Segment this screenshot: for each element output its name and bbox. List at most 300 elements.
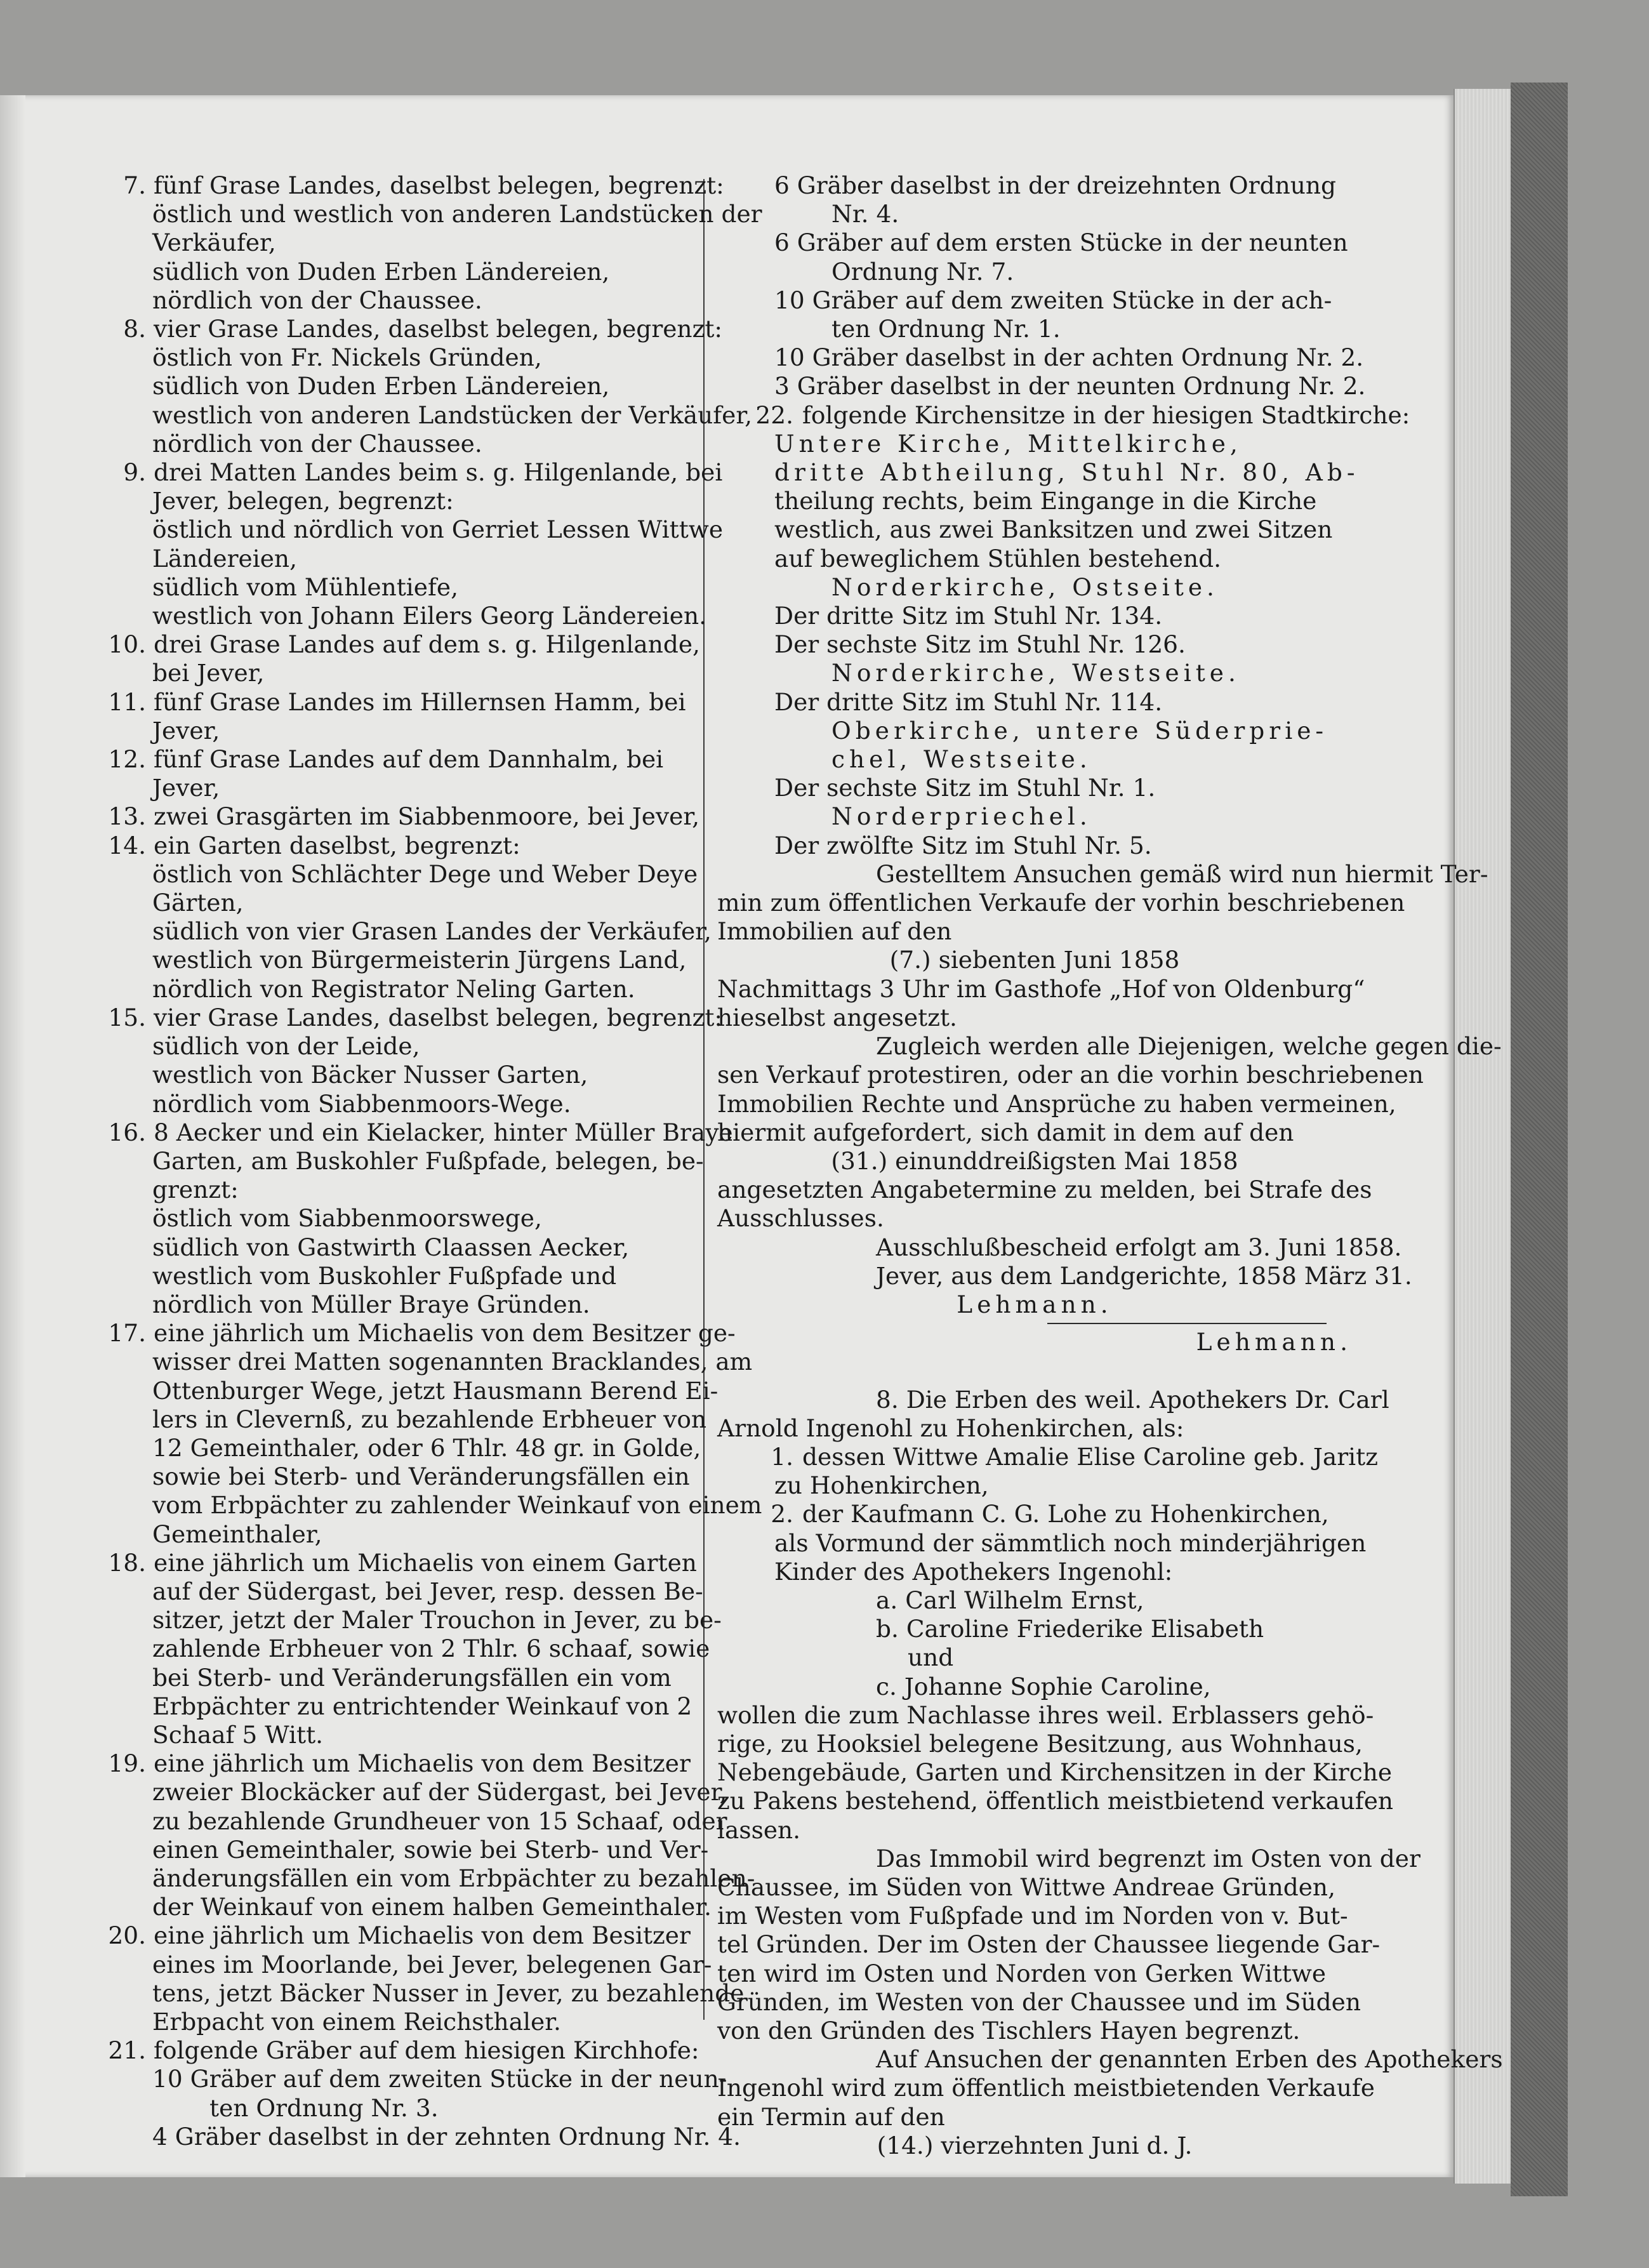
line-text: Das Immobil wird begrenzt im Osten von der [876,1844,1421,1873]
line-text: eine jährlich um Michaelis von dem Besitzer ge- [154,1319,736,1348]
line-text: von den Gründen des Tischlers Hayen begrenzt. [717,2017,1301,2045]
line-text: der Weinkauf von einem halben Gemeinthaler. [152,1893,712,1921]
line-text: vier Grase Landes, daselbst belegen, begrenzt: [154,1003,723,1031]
text-line [717,1004,1352,1032]
item-number: 18. [108,1548,146,1577]
text-line [95,2008,685,2036]
text-line [95,1979,745,2008]
text-line [717,1356,1352,1385]
text-line [95,343,685,372]
text-line [717,802,1352,831]
item-number: 16. [108,1118,146,1146]
item-number: 9. [123,458,146,487]
text-line [717,430,1352,458]
line-text [717,1356,725,1384]
line-text: Norderpriechel. [831,802,1092,831]
line-text: ten wird im Osten und Norden von Gerken Wittwe [717,1959,1327,1987]
line-text: grenzt: [152,1176,239,1204]
line-text: 10 Gräber auf dem zweiten Stücke in der ach- [774,286,1332,314]
line-text: hiermit aufgefordert, sich damit in dem auf den [717,1118,1294,1146]
line-text: folgende Gräber auf dem hiesigen Kirchhofe: [154,2036,699,2065]
text-line [95,688,685,717]
line-text: östlich und nördlich von Gerriet Lessen Wittwe [152,515,724,544]
line-text: Der sechste Sitz im Stuhl Nr. 1. [774,774,1156,802]
text-line [717,1673,1352,1701]
line-text: tel Gründen. Der im Osten der Chaussee liegende Gar- [717,1930,1381,1959]
text-line [95,859,698,889]
text-line [717,372,1366,401]
line-text: (31.) einunddreißigsten Mai 1858 [831,1146,1238,1175]
text-line [95,1606,722,1635]
line-text: rige, zu Hooksiel belegene Besitzung, aus Wohnhaus, [717,1729,1363,1758]
text-line [95,1262,685,1290]
item-number: 19. [108,1749,146,1778]
line-text: Erbpächter zu entrichtender Weinkauf von 2 [152,1692,692,1720]
book-cover-edge [1511,83,1568,2196]
line-text: sen Verkauf protestiren, oder an die vorhin beschriebenen [717,1061,1424,1089]
item-number: 15. [108,1003,146,1031]
text-line [95,1290,685,1319]
line-text: ten Ordnung Nr. 3. [209,2093,439,2122]
line-text: Norderkirche, Westseite. [831,659,1240,687]
text-line [717,229,1352,257]
line-text: angesetzten Angabetermine zu melden, bei Strafe des [717,1176,1372,1204]
line-text: eines im Moorlande, bei Jever, belegenen Gar- [152,1950,712,1979]
line-text: zwei Grasgärten im Siabbenmoore, bei Jever, [154,802,700,831]
item-number: 20. [108,1921,146,1950]
line-text: fünf Grase Landes auf dem Dannhalm, bei [154,745,664,774]
text-line [717,1930,1381,1959]
line-text: 4 Gräber daselbst in der zehnten Ordnung Nr. 4. [152,2122,741,2151]
text-line [717,1701,1374,1730]
text-line [95,889,685,917]
line-text: bei Sterb- und Veränderungsfällen ein vom [152,1663,672,1692]
text-line [95,1118,733,1147]
item-number: 13. [108,802,146,831]
item-number: 14. [108,831,146,859]
line-text: theilung rechts, beim Eingange in die Kirche [774,487,1317,515]
text-line [717,1471,1352,1500]
line-text: drei Matten Landes beim s. g. Hilgenlande, bei [154,458,723,487]
line-text: nördlich von der Chaussee. [152,286,482,314]
text-line [95,802,700,831]
text-line [95,946,685,974]
line-text: südlich vom Mühlentiefe, [152,573,458,601]
line-text: vier Grase Landes, daselbst belegen, begrenzt: [154,315,723,343]
text-line [717,774,1352,802]
text-line [95,774,685,802]
text-line [95,1061,685,1089]
line-text: Nr. 4. [831,200,899,229]
item-number: 21. [108,2036,146,2065]
text-line [717,1902,1352,1930]
line-text: fünf Grase Landes im Hillernsen Hamm, bei [154,687,686,716]
text-line [717,1290,1352,1319]
line-text: Gärten, [152,889,244,917]
line-text: lers in Clevernß, zu bezahlende Erbheuer von [152,1405,707,1433]
line-text: dritte Abtheilung, Stuhl Nr. 80, Ab- [774,458,1360,487]
text-line [717,1758,1393,1787]
item-number: 1. [771,1442,793,1471]
line-text: Der dritte Sitz im Stuhl Nr. 134. [774,602,1163,630]
line-text: wisser drei Matten sogenannten Bracklandes, am [152,1348,753,1376]
text-line [95,229,685,257]
text-line [717,458,1360,487]
text-line [95,1003,723,1032]
text-line [95,1577,703,1606]
line-text: westlich, aus zwei Banksitzen und zwei Sitzen [774,515,1333,544]
line-text: der Kaufmann C. G. Lohe zu Hohenkirchen, [802,1500,1329,1529]
line-text: a. Carl Wilhelm Ernst, [876,1586,1144,1614]
line-text: zu bezahlende Grundheuer von 15 Schaaf, oder [152,1807,727,1835]
text-line [717,487,1352,515]
text-line [95,545,685,573]
text-line [717,2017,1352,2045]
line-text: wollen die zum Nachlasse ihres weil. Erblassers gehö- [717,1701,1374,1729]
line-text: einen Gemeinthaler, sowie bei Sterb- und Ver- [152,1835,709,1864]
text-line [717,1089,1396,1118]
line-text: auf beweglichem Stühlen bestehend. [774,544,1222,573]
line-text: Nachmittags 3 Uhr im Gasthofe „Hof von Oldenburg“ [717,974,1365,1003]
line-text: Ausschlusses. [717,1204,884,1233]
text-line [717,917,1352,946]
text-line [95,1491,762,1520]
text-line [95,2094,685,2123]
line-text: südlich von der Leide, [152,1032,420,1061]
line-text: und [908,1643,954,1672]
line-text: änderungsfällen ein vom Erbpächter zu bezahlen- [152,1864,755,1892]
line-text: Jever, [152,716,220,745]
text-line [717,315,1352,343]
item-number: 17. [108,1319,146,1348]
text-line [717,2132,1352,2160]
item-number: 8. [123,315,146,343]
line-text: Verkäufer, [152,229,276,257]
text-line [717,2103,1352,2132]
line-text: eine jährlich um Michaelis von einem Garten [154,1548,697,1577]
line-text: zu Pakens bestehend, öffentlich meistbietend verkaufen [717,1787,1394,1815]
text-line [95,2065,727,2093]
text-line [717,343,1364,372]
text-line [95,1462,690,1491]
line-text: südlich von Gastwirth Claassen Aecker, [152,1233,630,1261]
text-line [717,1061,1424,1089]
text-line [95,372,685,401]
text-line [717,1118,1352,1147]
text-line [95,1146,704,1176]
line-text: Chaussee, im Süden von Wittwe Andreae Gründen, [717,1873,1335,1901]
page-edges [1454,89,1512,2184]
text-line [95,2036,699,2065]
text-line [95,1864,755,1893]
line-text: zahlende Erbheuer von 2 Thlr. 6 schaaf, sowie [152,1635,710,1663]
text-line [95,458,723,487]
line-text: Gründen, im Westen von der Chaussee und im Süden [717,1987,1361,2016]
text-line [717,200,1352,229]
text-line [95,602,707,630]
line-text: 3 Gräber daselbst in der neunten Ordnung Nr. 2. [774,372,1366,401]
line-text: Jever, [152,774,220,802]
line-text: Ländereien, [152,544,297,573]
line-text: Ingenohl wird zum öffentlich meistbietenden Verkaufe [717,2074,1375,2102]
right-column [717,171,1503,2160]
text-line [717,889,1405,917]
text-line [717,602,1352,630]
line-text: 8 Aecker und ein Kielacker, hinter Müller Braye [154,1118,733,1146]
line-text: 6 Gräber daselbst in der dreizehnten Ordnung [774,171,1337,199]
line-text: nördlich von Müller Braye Gründen. [152,1290,590,1318]
text-line [95,315,723,343]
text-line [717,1442,1378,1471]
line-text: westlich vom Buskohler Fußpfade und [152,1261,617,1290]
section-rule [1047,1323,1327,1324]
line-text: 10 Gräber daselbst in der achten Ordnung Nr. 2. [774,343,1364,372]
text-line [717,717,1352,745]
column-divider [703,179,705,2020]
text-line [95,1635,710,1663]
text-line [95,1721,685,1749]
line-text: Oberkirche, untere Süderprie- [831,716,1328,745]
line-text: südlich von Duden Erben Ländereien, [152,257,610,286]
line-text: Erbpacht von einem Reichsthaler. [152,2008,561,2036]
line-text: westlich von Johann Eilers Georg Ländereien. [152,602,707,630]
line-text: Der zwölfte Sitz im Stuhl Nr. 5. [774,831,1152,859]
line-text: Immobilien auf den [717,917,952,946]
line-text: nördlich vom Siabbenmoors-Wege. [152,1089,571,1118]
text-line [717,1261,1412,1290]
line-text: Der dritte Sitz im Stuhl Nr. 114. [774,687,1163,716]
line-text: Der sechste Sitz im Stuhl Nr. 126. [774,630,1186,659]
text-line [95,1835,709,1864]
line-text: 10 Gräber auf dem zweiten Stücke in der neun- [152,2065,727,2093]
line-text: tens, jetzt Bäcker Nusser in Jever, zu bezahlende [152,1979,745,2007]
line-text: Arnold Ingenohl zu Hohenkirchen, als: [717,1414,1184,1442]
text-line [95,1807,727,1836]
text-line [717,2074,1375,2102]
text-line [717,515,1352,544]
text-line [95,659,685,687]
text-line [95,258,685,286]
line-text: Lehmann. [957,1290,1113,1318]
text-line [95,1348,753,1376]
text-line [717,1787,1394,1815]
line-text: Garten, am Buskohler Fußpfade, belegen, be- [152,1146,704,1175]
text-line [95,975,685,1004]
text-line [95,1032,685,1061]
item-number: 2. [771,1500,793,1529]
line-text: lassen. [717,1815,801,1844]
line-text: Jever, belegen, begrenzt: [152,487,454,515]
line-text: bei Jever, [152,659,265,687]
text-line [717,1176,1372,1204]
text-line [95,573,685,602]
text-line [717,832,1352,860]
text-line [95,487,685,515]
text-line [717,1529,1367,1558]
line-text: Immobilien Rechte und Ansprüche zu haben vermeinen, [717,1089,1396,1118]
line-text: auf der Südergast, bei Jever, resp. dessen Be- [152,1577,703,1605]
line-text: südlich von vier Grasen Landes der Verkäufer, [152,917,712,946]
item-number: 10. [108,630,146,659]
text-line [95,200,762,229]
text-line [95,1778,727,1807]
line-text: (7.) siebenten Juni 1858 [889,946,1180,974]
text-line [717,1414,1352,1443]
text-line [717,1500,1352,1529]
line-text: eine jährlich um Michaelis von dem Besitzer [154,1921,691,1950]
line-text: östlich und westlich von anderen Landstücken der [152,200,762,229]
text-line [717,859,1488,889]
line-text: (14.) vierzehnten Juni d. J. [877,2131,1193,2159]
line-text: b. Caroline Friederike Elisabeth [876,1615,1264,1643]
text-line [717,573,1352,602]
line-text: ein Termin auf den [717,2102,945,2131]
line-text: Nebengebäude, Garten und Kirchensitzen in der Kirche [717,1758,1393,1787]
text-line [717,1032,1502,1061]
text-line [717,1816,1352,1845]
text-line [95,286,685,315]
line-text: 12 Gemeinthaler, oder 6 Thlr. 48 gr. in Golde, [152,1433,701,1462]
line-text: 6 Gräber auf dem ersten Stücke in der neunten [774,229,1348,257]
line-text: westlich von Bäcker Nusser Garten, [152,1061,588,1089]
text-line [95,1319,736,1348]
line-text: östlich von Schlächter Dege und Weber Deye [152,859,698,888]
item-number: 22. [755,401,793,429]
text-line [95,1950,712,1979]
text-line [95,745,685,774]
text-line [95,1233,685,1262]
text-line [95,1433,701,1462]
text-line [717,2045,1503,2074]
text-line [717,745,1352,774]
text-line [717,1643,1352,1672]
line-text: zu Hohenkirchen, [774,1471,989,1500]
line-text: östlich vom Siabbenmoorswege, [152,1204,542,1233]
item-number: 11. [108,687,146,716]
text-line [95,1893,712,1921]
text-line [95,1520,685,1549]
line-text: zweier Blockäcker auf der Südergast, bei Jever, [152,1778,727,1807]
line-text: Schaaf 5 Witt. [152,1720,324,1749]
text-line [717,401,1410,430]
line-text: 8. Die Erben des weil. Apothekers Dr. Carl [876,1385,1389,1414]
text-line [95,430,685,458]
text-line [717,1844,1421,1873]
text-line [95,1692,692,1721]
text-line [95,1921,691,1950]
text-line [717,1873,1352,1902]
text-line [95,917,712,946]
page-gutter [0,95,25,2177]
text-line [95,717,685,745]
text-line [95,1376,719,1405]
line-text: Norderkirche, Ostseite. [831,573,1219,601]
line-text: folgende Kirchensitze in der hiesigen Stadtkirche: [802,401,1410,429]
text-line [717,258,1352,286]
text-line [95,171,724,200]
text-line [717,1328,1352,1356]
text-line [717,688,1352,717]
text-line [717,1147,1352,1176]
line-text: chel, Westseite. [831,745,1092,774]
text-line [95,1204,685,1233]
line-text: eine jährlich um Michaelis von dem Besitzer [154,1749,691,1778]
line-text: östlich von Fr. Nickels Gründen, [152,343,542,372]
line-text: Kinder des Apothekers Ingenohl: [774,1557,1173,1586]
line-text: Ottenburger Wege, jetzt Hausmann Berend Ei- [152,1376,719,1405]
item-number: 12. [108,745,146,774]
text-line [717,1960,1352,1988]
text-line [717,1615,1352,1643]
line-text: als Vormund der sämmtlich noch minderjährigen [774,1529,1367,1557]
line-text: sowie bei Sterb- und Veränderungsfällen ein [152,1462,690,1491]
text-line [717,946,1352,974]
text-line [717,1558,1352,1586]
text-line [717,1987,1361,2017]
text-line [717,1204,1352,1233]
line-text: Ordnung Nr. 7. [831,257,1014,286]
line-text: Gemeinthaler, [152,1520,322,1548]
line-text: nördlich von Registrator Neling Garten. [152,974,635,1003]
line-text: Jever, aus dem Landgerichte, 1858 März 31. [876,1261,1412,1290]
line-text: Lehmann. [1196,1328,1352,1356]
line-text: im Westen vom Fußpfade und im Norden von v. But- [717,1902,1348,1930]
line-text: c. Johanne Sophie Caroline, [876,1672,1211,1701]
text-line [717,1729,1363,1758]
line-text: westlich von Bürgermeisterin Jürgens Land, [152,946,687,974]
line-text: südlich von Duden Erben Ländereien, [152,372,610,401]
line-text: nördlich von der Chaussee. [152,429,482,458]
text-line [95,630,700,659]
text-line [95,2122,741,2151]
line-text: ein Garten daselbst, begrenzt: [154,831,520,859]
text-line [95,1664,685,1692]
line-text: fünf Grase Landes, daselbst belegen, begrenzt: [154,171,724,199]
line-text: Ausschlußbescheid erfolgt am 3. Juni 1858. [876,1233,1402,1261]
line-text: ten Ordnung Nr. 1. [831,315,1061,343]
line-text: Untere Kirche, Mittelkirche, [774,429,1242,458]
line-text: Zugleich werden alle Diejenigen, welche gegen die- [876,1032,1502,1061]
text-line [717,286,1352,315]
text-line [95,832,685,860]
text-line [717,545,1352,573]
text-line [717,1233,1402,1262]
text-line [95,1749,691,1778]
line-text: westlich von anderen Landstücken der Verkäufer, [152,401,753,429]
text-line [717,1586,1352,1615]
line-text: dessen Wittwe Amalie Elise Caroline geb. Jaritz [802,1442,1378,1471]
text-line [717,171,1352,200]
line-text: sitzer, jetzt der Maler Trouchon in Jever, zu be- [152,1606,722,1635]
text-line [95,401,753,430]
text-line [717,659,1352,687]
text-line [95,1405,707,1434]
text-line [95,1548,697,1577]
text-line [717,630,1352,659]
text-line [717,1385,1389,1414]
item-number: 7. [123,171,146,199]
line-text: min zum öffentlichen Verkaufe der vorhin beschriebenen [717,889,1405,917]
text-line [717,974,1365,1004]
text-line [95,515,724,544]
text-line [95,1176,685,1204]
text-line [95,1090,685,1118]
line-text: Auf Ansuchen der genannten Erben des Apothekers [876,2045,1503,2074]
line-text: hieselbst angesetzt. [717,1003,957,1031]
line-text: vom Erbpächter zu zahlender Weinkauf von einem [152,1491,762,1520]
line-text: drei Grase Landes auf dem s. g. Hilgenlande, [154,630,700,659]
line-text: Gestelltem Ansuchen gemäß wird nun hiermit Ter- [876,859,1488,888]
